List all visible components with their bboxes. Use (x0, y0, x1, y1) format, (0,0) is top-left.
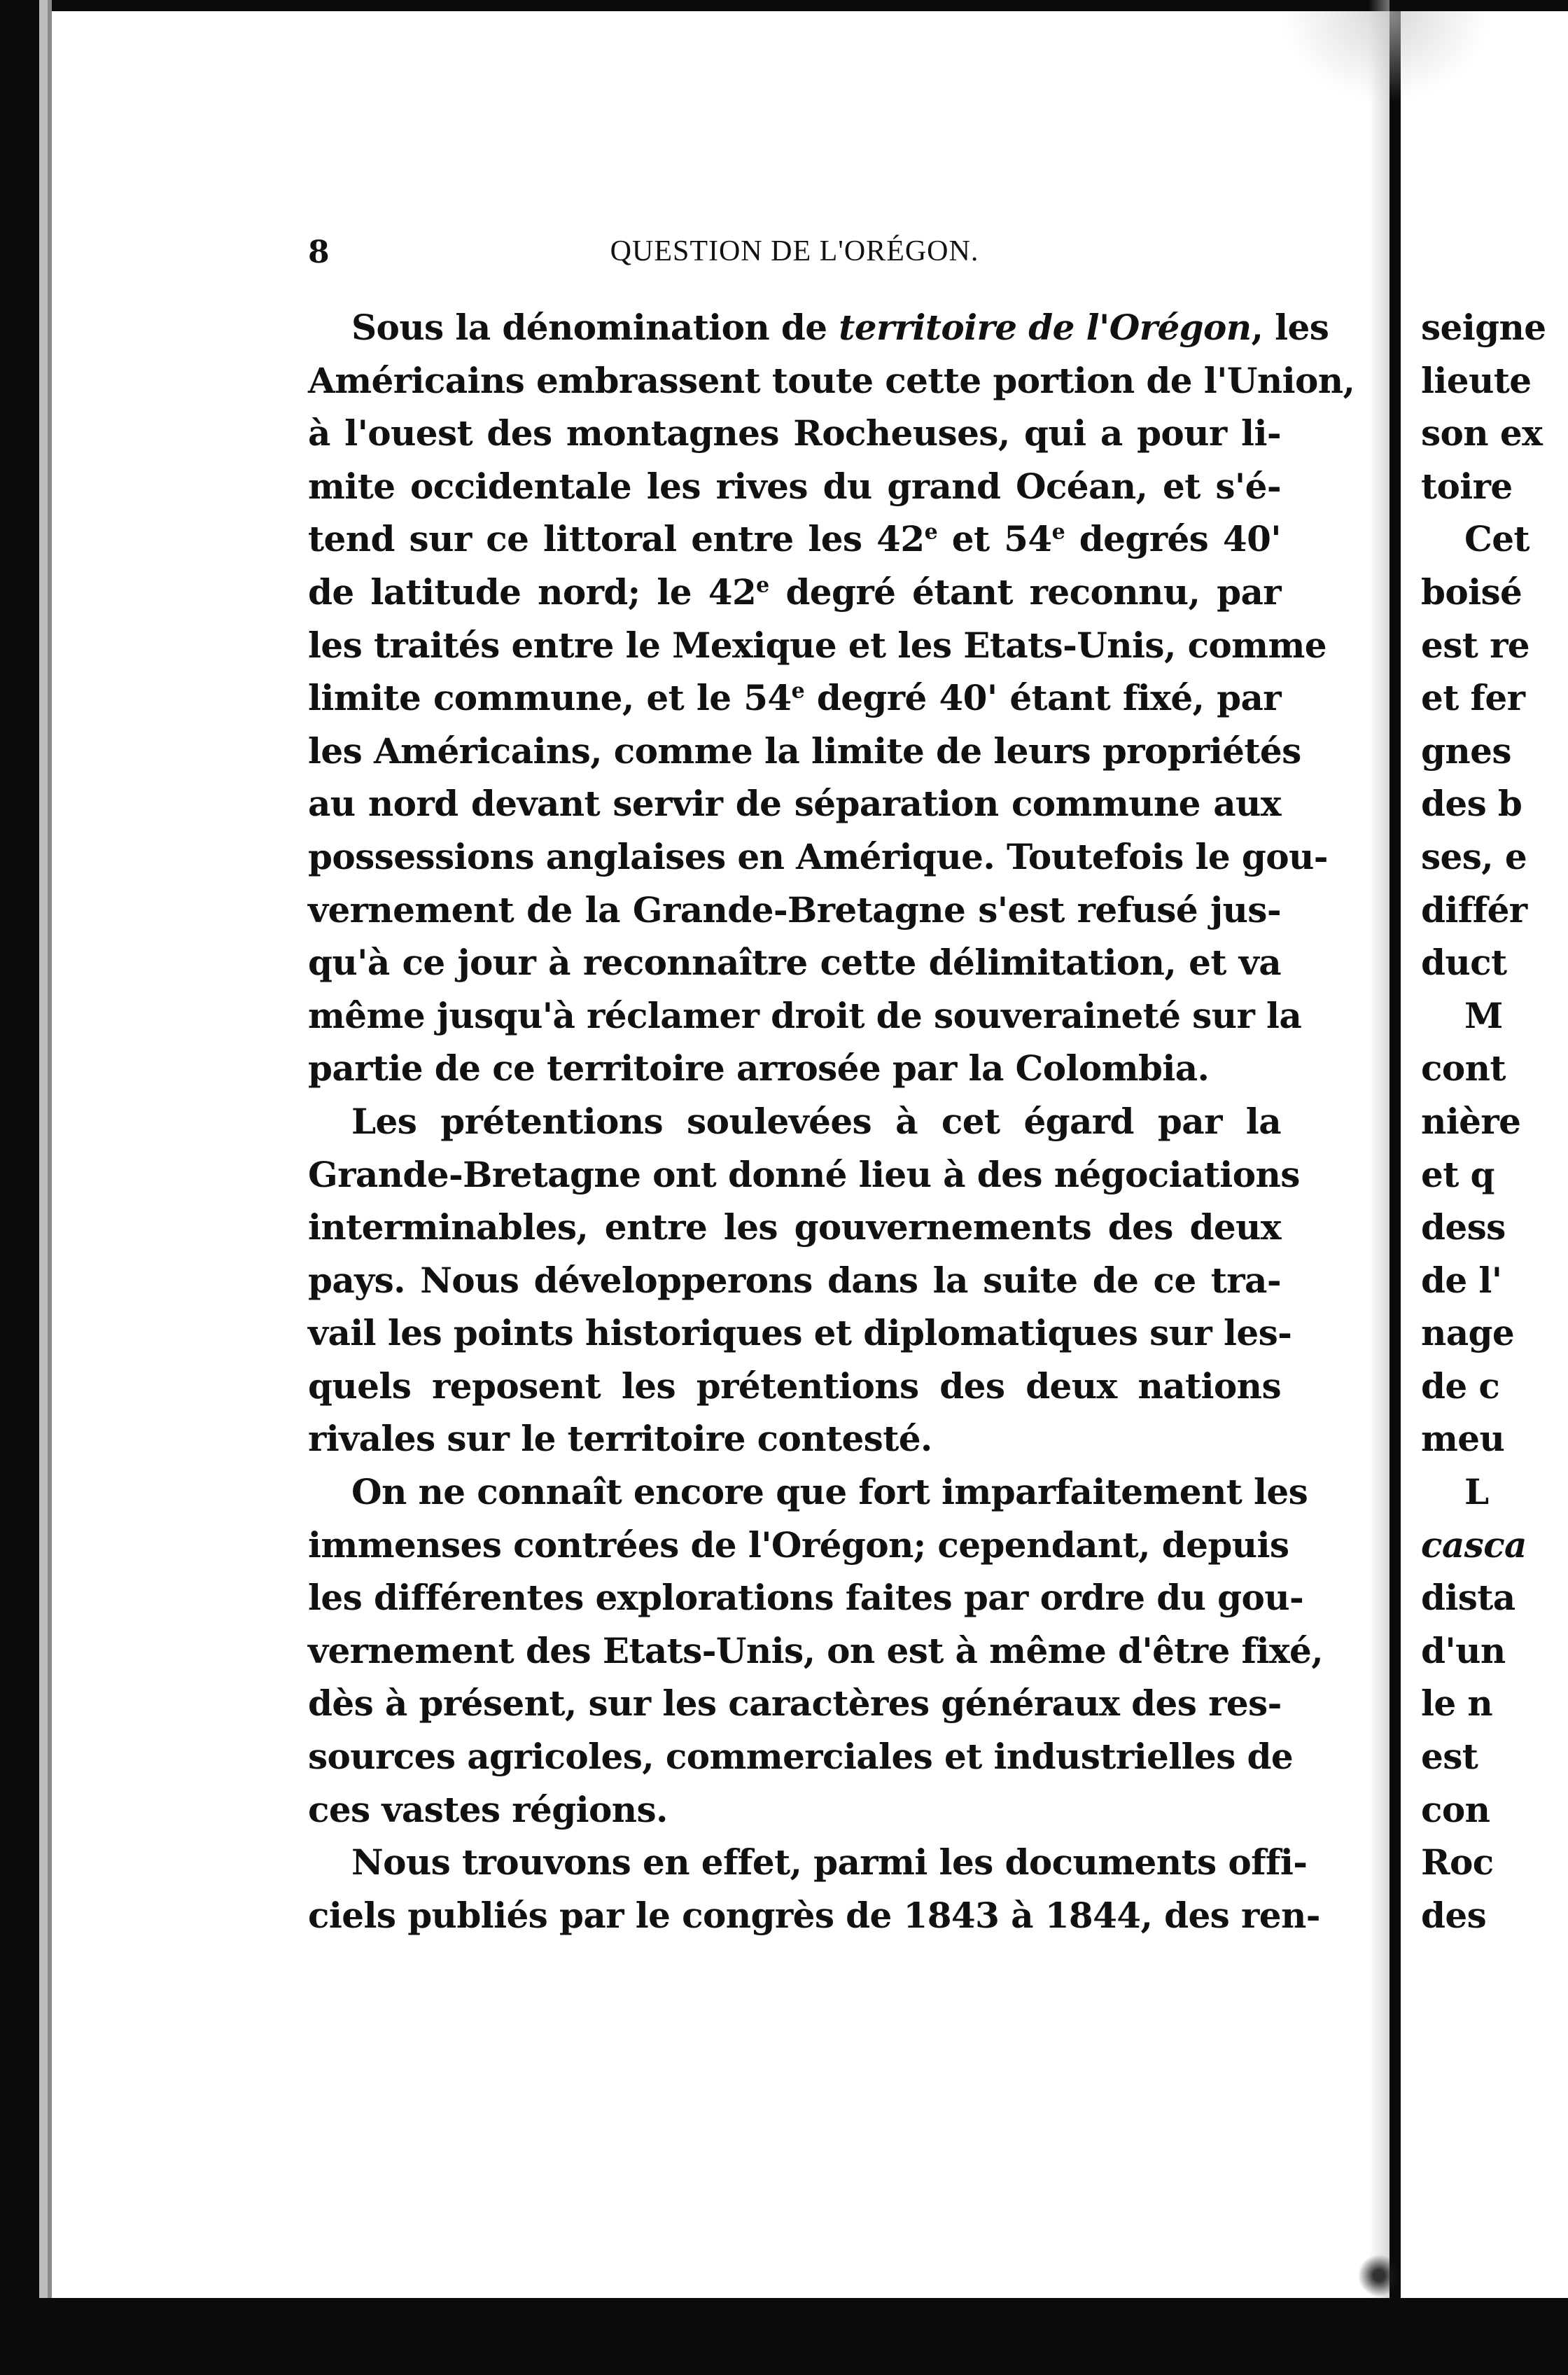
text-line: boisé (1421, 571, 1522, 613)
text-line: au nord devant servir de séparation commune aux (308, 783, 1281, 825)
text-line: Américains embrassent toute cette portion de l'Union, (308, 359, 1355, 401)
text-line: ces vastes régions. (308, 1788, 668, 1830)
text-line: interminables, entre les gouvernements des deux (308, 1206, 1281, 1248)
text-line: seigne (1421, 307, 1546, 348)
text-line: Les prétentions soulevées à cet égard par la (351, 1100, 1281, 1142)
text-line: les différentes explorations faites par ordre du gou- (308, 1577, 1304, 1619)
text-line: de c (1421, 1365, 1500, 1407)
text-line: les Américains, comme la limite de leurs propriétés (308, 730, 1301, 772)
text-line: les traités entre le Mexique et les Etats-Unis, comme (308, 624, 1326, 666)
text-line: d'un (1421, 1629, 1506, 1671)
scan-speck (1316, 2234, 1421, 2304)
text-line: Grande-Bretagne ont donné lieu à des négociations (308, 1153, 1300, 1195)
text-line: M (1464, 994, 1503, 1036)
text-line: ciels publiés par le congrès de 1843 à 1844, des ren- (308, 1894, 1320, 1936)
text-line: tend sur ce littoral entre les 42e et 54e degrés 40' (308, 518, 1281, 560)
text-line: Nous trouvons en effet, parmi les documents offi- (351, 1841, 1308, 1883)
text-line: possessions anglaises en Amérique. Toutefois le gou- (308, 835, 1328, 877)
text-line: immenses contrées de l'Orégon; cependant, depuis (308, 1524, 1289, 1566)
text-line: et q (1421, 1153, 1494, 1195)
text-line: est (1421, 1736, 1478, 1778)
text-line: Roc (1421, 1841, 1494, 1883)
scan-border-bottom (0, 2298, 1568, 2375)
text-line: nage (1421, 1312, 1515, 1354)
text-line: meu (1421, 1418, 1505, 1460)
text-line: de l' (1421, 1259, 1502, 1301)
text-line: dess (1421, 1206, 1506, 1248)
text-line: mite occidentale les rives du grand Océan, et s'é- (308, 465, 1281, 507)
text-line: toire (1421, 465, 1513, 507)
text-line: et fer (1421, 677, 1525, 719)
page-number: 8 (308, 235, 330, 270)
text-line: limite commune, et le 54e degré 40' étant fixé, par (308, 677, 1281, 719)
text-line: duct (1421, 942, 1507, 984)
text-line: gnes (1421, 730, 1511, 772)
text-line: quels reposent les prétentions des deux nations (308, 1365, 1281, 1407)
text-line: nière (1421, 1100, 1521, 1142)
text-line: On ne connaît encore que fort imparfaitement les (351, 1471, 1308, 1513)
text-line: pays. Nous développerons dans la suite de ce tra- (308, 1259, 1281, 1301)
page-header (308, 235, 1281, 284)
text-line: casca (1421, 1524, 1527, 1566)
text-line: rivales sur le territoire contesté. (308, 1418, 932, 1460)
text-line: dista (1421, 1577, 1516, 1619)
text-line: partie de ce territoire arrosée par la Colombia. (308, 1047, 1210, 1089)
running-title: QUESTION DE L'ORÉGON. (610, 235, 979, 267)
text-line: sources agricoles, commerciales et industrielles de (308, 1736, 1294, 1778)
text-line: con (1421, 1788, 1490, 1830)
text-line: dès à présent, sur les caractères généraux des res- (308, 1683, 1282, 1725)
text-line: L (1464, 1471, 1489, 1513)
text-line: de latitude nord; le 42e degré étant reconnu, par (308, 571, 1282, 613)
text-line: différ (1421, 889, 1527, 931)
text-line: est re (1421, 624, 1530, 666)
text-line: Sous la dénomination de territoire de l'Orégon, les (351, 307, 1329, 348)
text-line: même jusqu'à réclamer droit de souveraineté sur la (308, 994, 1302, 1036)
body-text (308, 301, 1355, 1942)
text-line: Cet (1464, 518, 1530, 560)
text-line: cont (1421, 1047, 1506, 1089)
text-line: des (1421, 1894, 1487, 1936)
text-line: vernement des Etats-Unis, on est à même d'être fixé, (308, 1629, 1324, 1671)
page-gutter (1390, 0, 1401, 2311)
text-line: vernement de la Grande-Bretagne s'est refusé jus- (308, 889, 1281, 931)
text-line: lieute (1421, 359, 1532, 401)
text-line: le n (1421, 1683, 1493, 1725)
right-page-fragment (1421, 301, 1568, 2332)
text-line: son ex (1421, 412, 1543, 454)
text-line: qu'à ce jour à reconnaître cette délimitation, et va (308, 942, 1281, 984)
text-line: ses, e (1421, 835, 1527, 877)
text-line: à l'ouest des montagnes Rocheuses, qui a pour li- (308, 412, 1281, 454)
text-line: des b (1421, 783, 1522, 825)
text-line: vail les points historiques et diplomatiques sur les- (308, 1312, 1292, 1354)
